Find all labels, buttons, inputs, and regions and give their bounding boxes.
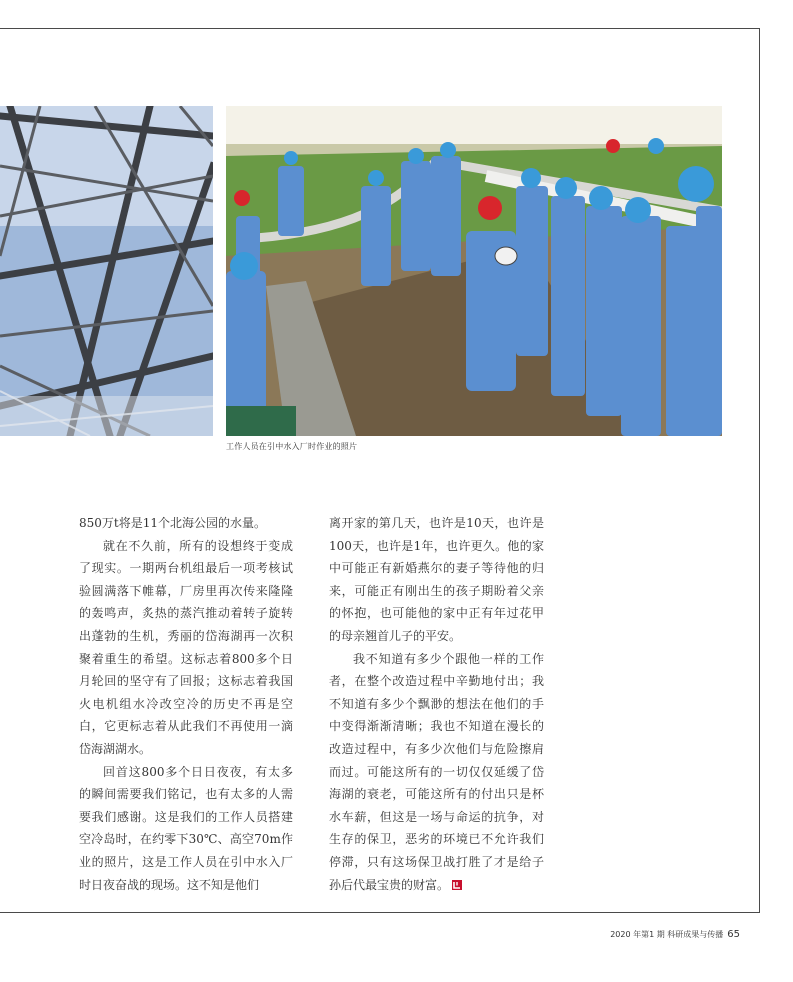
right-text-column <box>329 512 544 896</box>
paragraph: 离开家的第几天，也许是10天，也许是100天，也许是1年，也许更久。他的家中可能正有新婚燕尔的妻子等待他的归来，可能正有刚出生的孩子期盼着父亲的怀抱，也可能他的家中正有年过花甲的母亲翘首儿子的平安。 <box>329 516 544 643</box>
paragraph: 850万t将是11个北海公园的水量。 <box>79 516 266 530</box>
photo-caption: 工作人员在引中水入厂时作业的照片 <box>226 442 358 451</box>
steel-structure-photo <box>0 106 213 436</box>
issue-info: 2020 年第1 期 科研成果与传播 <box>610 930 724 939</box>
frame-top-line <box>0 28 760 29</box>
paragraph: 就在不久前，所有的设想终于变成了现实。一期两台机组最后一项考核试验圆满落下帷幕，厂房里再次传来隆隆的轰鸣声，炙热的蒸汽推动着转子旋转出蓬勃的生机，秀丽的岱海湖再一次积聚着重生的希望。这标志着800多个日月轮回的坚守有了回报；这标志着我国火电机组水冷改空冷的历史不再是空白，它更标志着从此我们不再使用一滴岱海湖湖水。 <box>79 538 293 756</box>
paragraph-last <box>329 648 544 897</box>
paragraph: 回首这800多个日日夜夜，有太多的瞬间需要我们铭记，也有太多的人需要我们感谢。这是我们的工作人员搭建空冷岛时，在约零下30℃、高空70m作业的照片，这是工作人员在引中水入厂时日夜奋战的现场。这不知是他们 <box>79 764 293 892</box>
frame-right-line <box>759 28 760 913</box>
frame-bottom-line <box>0 912 760 913</box>
page-footer <box>560 929 740 940</box>
article-end-icon <box>452 880 462 890</box>
workers-photo <box>226 106 722 436</box>
left-text-column <box>79 512 293 896</box>
page-number: 65 <box>727 929 740 940</box>
paragraph-text: 我不知道有多少个跟他一样的工作者，在整个改造过程中辛勤地付出；我不知道有多少个飘渺的想法在他们的手中变得渐渐清晰；我也不知道在漫长的改造过程中，有多少次他们与危险擦肩而过。可能这所有的一切仅仅延缓了岱海湖的衰老，可能这所有的付出只是杯水车薪，但这是一场与命运的抗争，对生存的保卫，恶劣的环境已不允许我们停滞，只有这场保卫战打胜了才是给子孙后代最宝贵的财富。 <box>329 651 544 892</box>
